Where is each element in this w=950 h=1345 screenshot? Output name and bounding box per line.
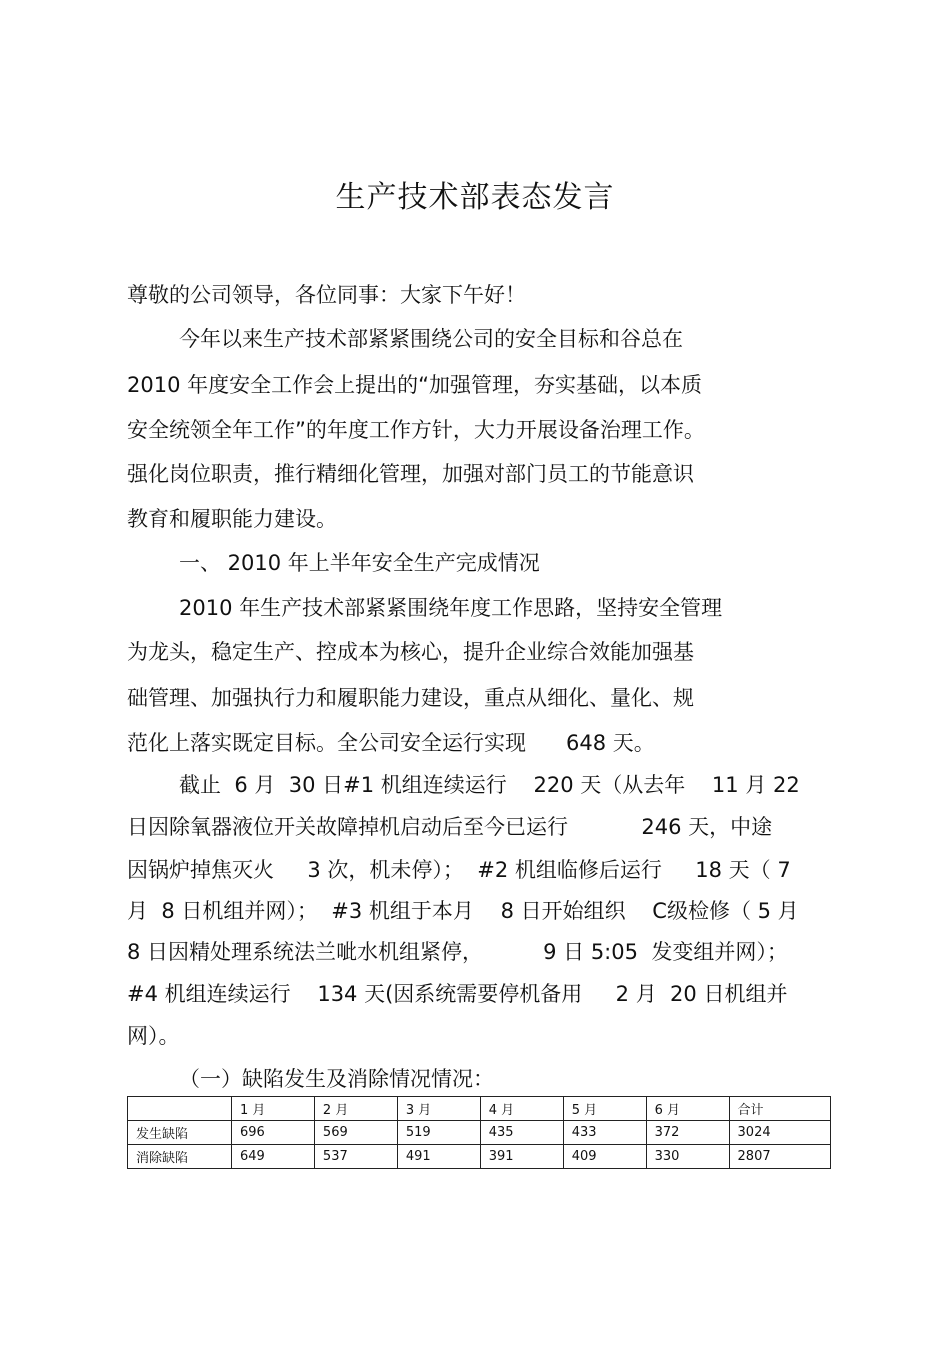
table-header-cell: 3 月 [397,1097,480,1121]
table-cell: 433 [563,1121,646,1145]
table-header-cell [128,1097,232,1121]
table-cell: 330 [646,1145,729,1169]
paragraph3-line-5: 8 日因精处理系统法兰呲水机组紧停， 9 日 5:05 发变组并网）； [127,940,788,964]
table-cell: 2807 [729,1145,830,1169]
table-header-cell: 5 月 [563,1097,646,1121]
row-label: 发生缺陷 [128,1121,232,1145]
table-cell: 3024 [729,1121,830,1145]
paragraph1-line-3: 安全统领全年工作”的年度工作方针，大力开展设备治理工作。 [127,418,705,442]
paragraph2-line-4: 范化上落实既定目标。全公司安全运行实现 648 天。 [127,731,655,755]
section-heading: 一、 2010 年上半年安全生产完成情况 [179,551,540,575]
page-title: 生产技术部表态发言 [335,180,615,215]
table-row [128,1145,831,1169]
table-header-cell: 1 月 [232,1097,315,1121]
paragraph1-line-2: 2010 年度安全工作会上提出的“加强管理，夯实基础，以本质 [127,373,702,397]
table-cell: 435 [480,1121,563,1145]
greeting: 尊敬的公司领导，各位同事：大家下午好！ [127,283,526,307]
table-cell: 649 [232,1145,315,1169]
paragraph3-line-4: 月 8 日机组并网）； #3 机组于本月 8 日开始组织 C级检修（ 5 月 [127,899,799,923]
table-cell: 569 [314,1121,397,1145]
paragraph3-line-3: 因锅炉掉焦灭火 3 次，机未停）； #2 机组临修后运行 18 天（ 7 [127,858,791,882]
table-row [128,1121,831,1145]
table-header-cell: 合计 [729,1097,830,1121]
table-header-row [128,1097,831,1121]
table-header-cell: 6 月 [646,1097,729,1121]
table-header-cell: 4 月 [480,1097,563,1121]
paragraph3-line-1: 截止 6 月 30 日#1 机组连续运行 220 天（从去年 11 月 22 [179,773,800,797]
paragraph3-line-7: 网）。 [127,1024,180,1048]
table-cell: 519 [397,1121,480,1145]
defect-table [127,1096,831,1169]
row-label: 消除缺陷 [128,1145,232,1169]
paragraph2-line-3: 础管理、加强执行力和履职能力建设，重点从细化、量化、规 [127,686,694,710]
paragraph1-line-4: 强化岗位职责，推行精细化管理，加强对部门员工的节能意识 [127,462,694,486]
table-cell: 391 [480,1145,563,1169]
table-cell: 409 [563,1145,646,1169]
table-cell: 537 [314,1145,397,1169]
table-header-cell: 2 月 [314,1097,397,1121]
paragraph3-line-2: 日因除氧器液位开关故障掉机启动后至今已运行 246 天，中途 [127,815,773,839]
paragraph2-line-2: 为龙头，稳定生产、控成本为核心，提升企业综合效能加强基 [127,640,694,664]
table-cell: 372 [646,1121,729,1145]
table-cell: 491 [397,1145,480,1169]
table-cell: 696 [232,1121,315,1145]
paragraph2-line-1: 2010 年生产技术部紧紧围绕年度工作思路，坚持安全管理 [179,596,723,620]
paragraph1-line-5: 教育和履职能力建设。 [127,507,337,531]
paragraph3-line-6: #4 机组连续运行 134 天(因系统需要停机备用 2 月 20 日机组并 [127,982,788,1006]
subsection-heading: （一）缺陷发生及消除情况情况： [179,1067,494,1091]
paragraph1-line-1: 今年以来生产技术部紧紧围绕公司的安全目标和谷总在 [179,327,683,351]
